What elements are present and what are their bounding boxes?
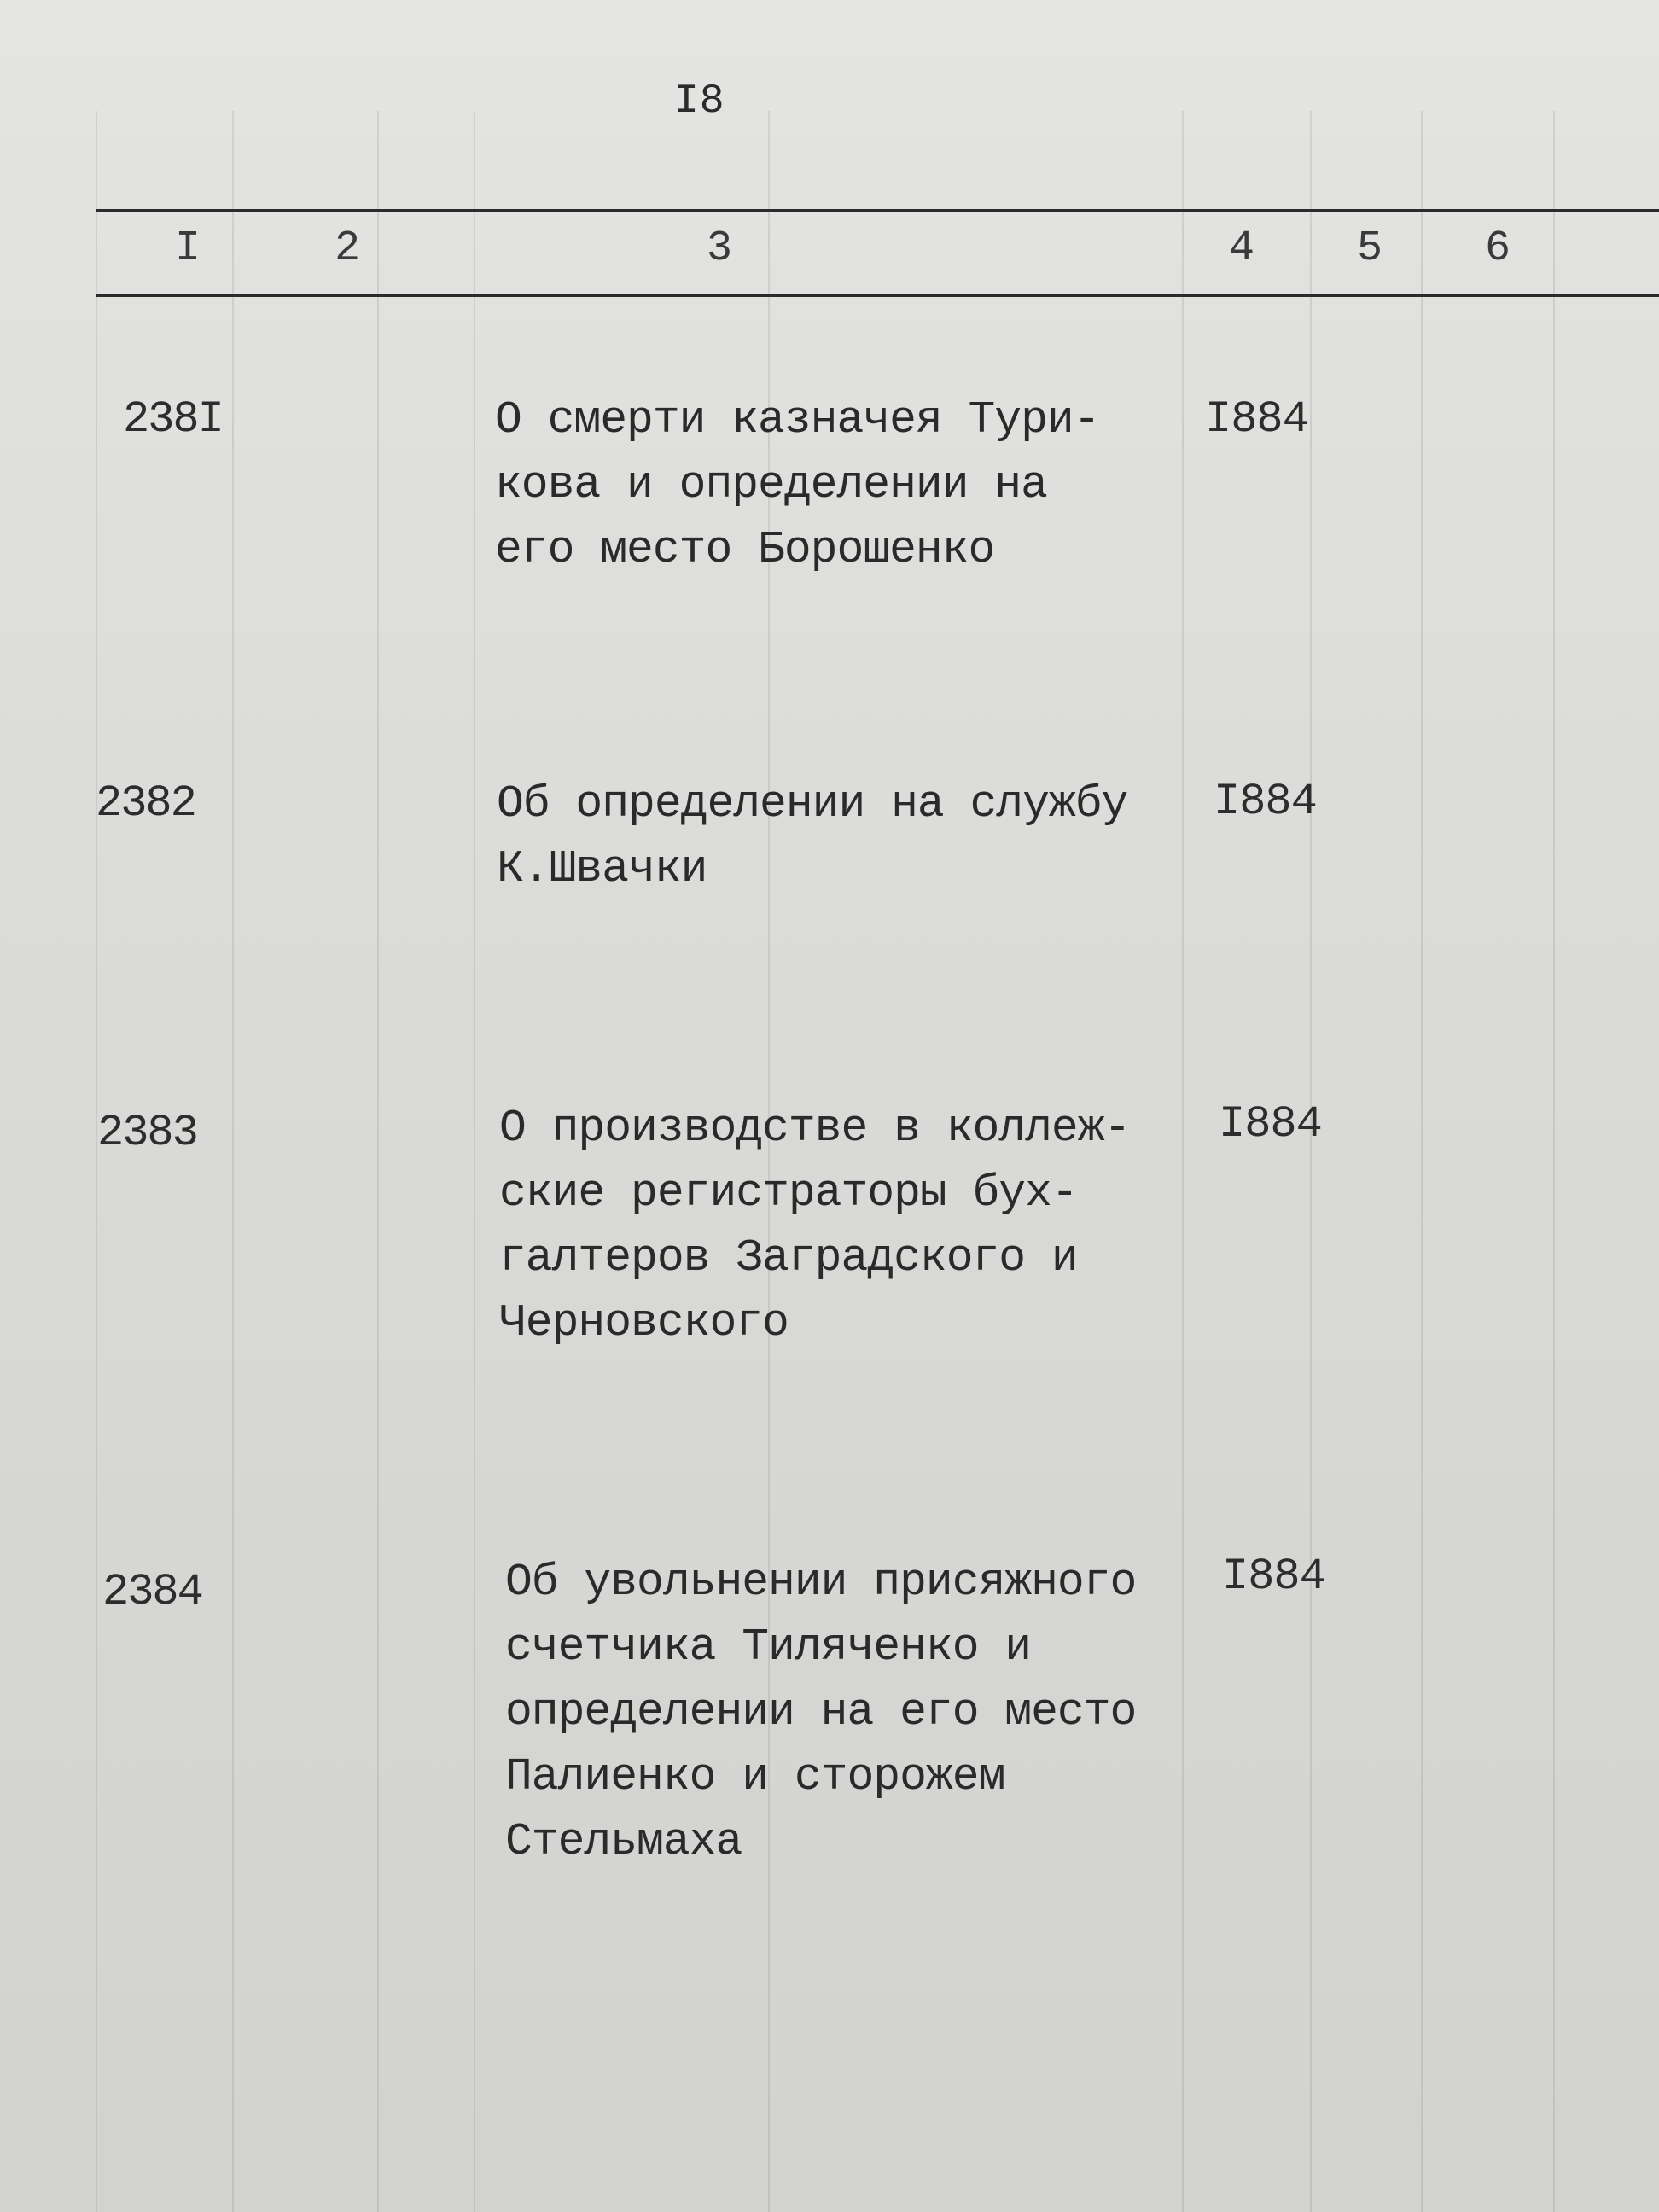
ruling-line (1553, 111, 1555, 2212)
entry-number: 238I (123, 394, 223, 445)
entry-number: 2384 (102, 1567, 202, 1617)
entry-title (499, 1096, 1130, 1355)
entry-title-line: ские регистраторы бух- (499, 1167, 1078, 1219)
entry-year: I884 (1219, 1099, 1322, 1150)
ruling-line (232, 111, 234, 2212)
entry-title-line: О смерти казначея Тури- (495, 394, 1100, 445)
page-number: I8 (674, 79, 725, 125)
column-header-1: I (175, 224, 201, 273)
entry-title (497, 771, 1127, 901)
entry-title (495, 387, 1100, 582)
entry-title-line: Черновского (499, 1297, 789, 1348)
ruling-line (1182, 111, 1184, 2212)
entry-title-line: Об определении на службу (497, 778, 1128, 830)
entry-title-line: Стельмаха (505, 1816, 742, 1867)
entry-title-line: определении на его место (505, 1686, 1137, 1738)
column-header-5: 5 (1357, 224, 1383, 273)
entry-title-line: О производстве в коллеж- (499, 1103, 1131, 1154)
header-bottom-rule (96, 294, 1659, 297)
entry-year: I884 (1214, 777, 1317, 827)
entry-title-line: галтеров Заградского и (499, 1232, 1078, 1284)
entry-title-line: К.Швачки (497, 843, 707, 894)
ruling-line (474, 111, 475, 2212)
column-header-4: 4 (1229, 224, 1255, 273)
entry-number: 2383 (97, 1108, 197, 1158)
entry-number: 2382 (96, 778, 195, 829)
ruling-line (1421, 111, 1423, 2212)
entry-title-line: кова и определении на (495, 459, 1047, 510)
ruling-line (96, 111, 97, 2212)
column-header-2: 2 (335, 224, 361, 273)
column-header-3: 3 (707, 224, 733, 273)
entry-year: I884 (1205, 394, 1308, 445)
entry-year: I884 (1222, 1551, 1325, 1602)
entry-title-line: счетчика Тиляченко и (505, 1621, 1032, 1673)
header-top-rule (96, 209, 1659, 212)
column-header-6: 6 (1485, 224, 1511, 273)
entry-title-line: его место Борошенко (495, 524, 995, 575)
entry-title (505, 1550, 1136, 1874)
ruling-line (377, 111, 379, 2212)
entry-title-line: Палиенко и сторожем (505, 1751, 1005, 1802)
entry-title-line: Об увольнении присяжного (505, 1557, 1137, 1608)
ruling-line (1310, 111, 1312, 2212)
